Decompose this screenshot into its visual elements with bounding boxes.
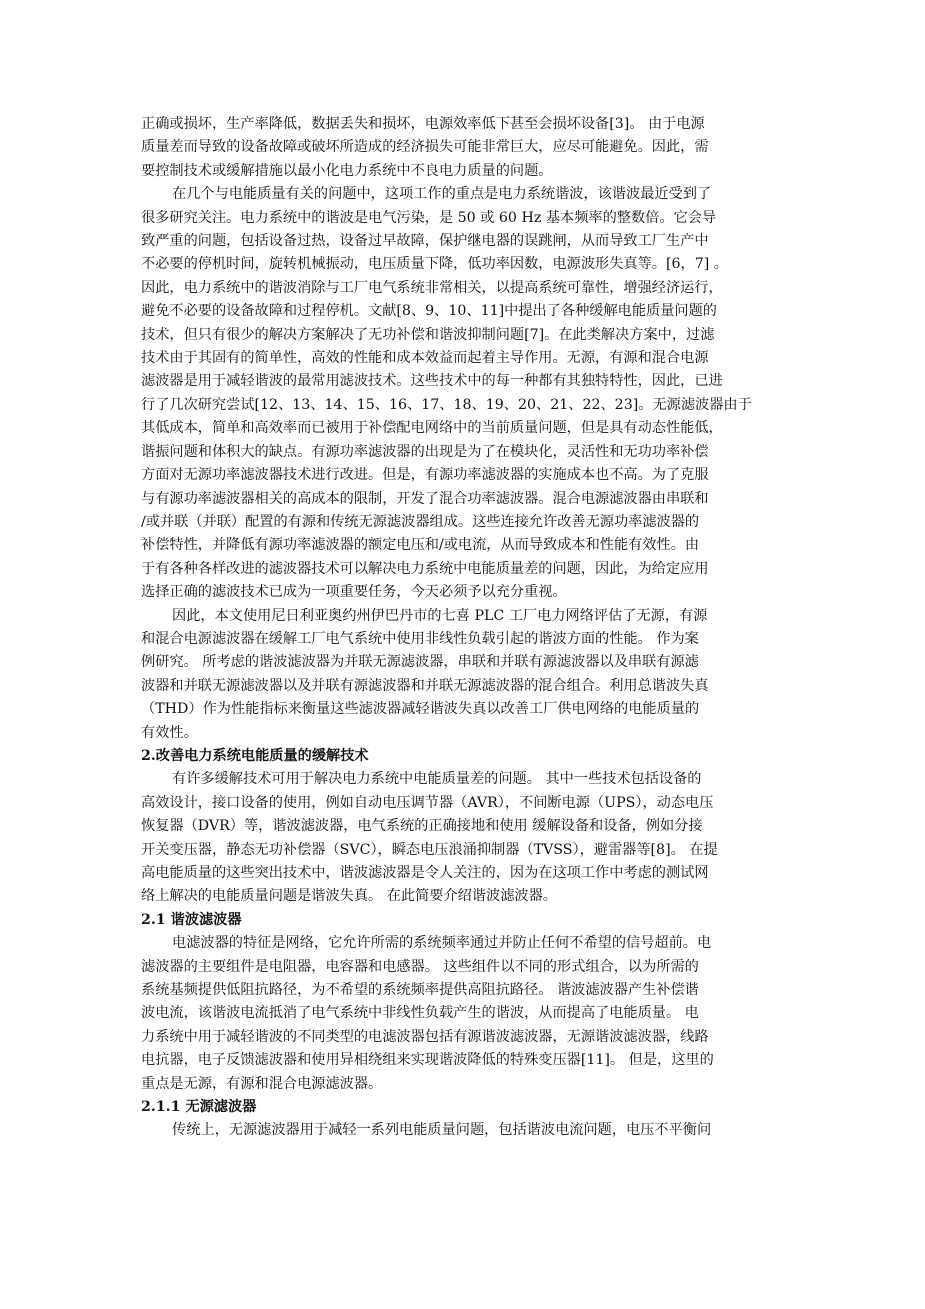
text-line: 传统上，无源滤波器用于减轻一系列电能质量问题，包括谐波电流问题，电压不平衡问: [172, 1122, 712, 1139]
text-line: 技术，但只有很少的解决方案解决了无功补偿和谐波抑制问题[7]。在此类解决方案中，过滤: [141, 326, 715, 343]
text-line: 在几个与电能质量有关的问题中，这项工作的重点是电力系统谐波，该谐波最近受到了: [172, 186, 712, 203]
text-line: 补偿特性，并降低有源功率滤波器的额定电压和/或电流，从而导致成本和性能有效性。由: [141, 537, 700, 554]
text-line: 要控制技术或缓解措施以最小化电力系统中不良电力质量的问题。: [141, 162, 553, 179]
text-line: 重点是无源，有源和混合电源滤波器。: [141, 1075, 383, 1092]
text-line: 例研究。 所考虑的谐波滤波器为并联无源滤波器，串联和并联有源滤波器以及串联有源滤: [141, 654, 699, 671]
text-line: 高效设计，接口设备的使用，例如自动电压调节器（AVR），不间断电源（UPS），动态电压: [141, 794, 714, 811]
body-paragraph: [141, 1119, 787, 1142]
text-line: /或并联（并联）配置的有源和传统无源滤波器组成。这些连接允许改善无源功率滤波器的: [141, 513, 700, 530]
text-line: 谐振问题和体积大的缺点。有源功率滤波器的出现是为了在模块化，灵活性和无功功率补偿: [141, 443, 709, 460]
text-line: 有许多缓解技术可用于解决电力系统中电能质量差的问题。 其中一些技术包括设备的: [172, 771, 702, 788]
text-line: 力系统中用于减轻谐波的不同类型的电滤波器包括有源谐波滤波器，无源谐波滤波器，线路: [141, 1028, 709, 1045]
text-line: 络上解决的电能质量问题是谐波失真。 在此简要介绍谐波滤波器。: [141, 888, 557, 905]
body-paragraph: [141, 605, 787, 745]
text-line: 不必要的停机时间，旋转机械振动，电压质量下降，低功率因数，电源波形失真等。[6，7] 。: [141, 256, 728, 273]
text-line: 电滤波器的特征是网络，它允许所需的系统频率通过并防止任何不希望的信号超前。电: [172, 935, 712, 952]
text-line: 波电流，该谐波电流抵消了电气系统中非线性负载产生的谐波，从而提高了电能质量。 电: [141, 1005, 699, 1022]
text-line: 质量差而导致的设备故障或破坏所造成的经济损失可能非常巨大，应尽可能避免。因此，需: [141, 139, 709, 156]
text-line: 方面对无源功率滤波器技术进行改进。但是，有源功率滤波器的实施成本也不高。为了克服: [141, 467, 709, 484]
text-line: 行了几次研究尝试[12、13、14、15、16、17、18、19、20、21、22、23]。无源滤波器由于: [141, 396, 752, 413]
body-paragraph: [141, 183, 787, 604]
text-line: 致严重的问题，包括设备过热，设备过早故障，保护继电器的误跳闸，从而导致工厂生产中: [141, 233, 709, 250]
text-line: 滤波器的主要组件是电阻器，电容器和电感器。 这些组件以不同的形式组合，以为所需的: [141, 958, 699, 975]
body-paragraph: [141, 932, 787, 1096]
text-line: 其低成本，简单和高效率而已被用于补偿配电网络中的当前质量问题，但是具有动态性能低，: [141, 420, 723, 437]
text-line: 系统基频提供低阻抗路径，为不希望的系统频率提供高阻抗路径。 谐波滤波器产生补偿谐: [141, 982, 699, 999]
section-heading: 2.改善电力系统电能质量的缓解技术: [141, 747, 369, 764]
body-paragraph: [141, 113, 787, 183]
text-line: 高电能质量的这些突出技术中，谐波滤波器是令人关注的，因为在这项工作中考虑的测试网: [141, 865, 709, 881]
text-line: 因此，电力系统中的谐波消除与工厂电气系统非常相关，以提高系统可靠性，增强经济运行，: [141, 279, 723, 296]
body-paragraph: [141, 768, 787, 908]
text-line: 滤波器是用于减轻谐波的最常用滤波技术。这些技术中的每一种都有其独特特性，因此，已进: [141, 373, 723, 390]
text-line: 选择正确的滤波技术已成为一项重要任务，今天必须予以充分重视。: [141, 584, 567, 601]
document-page: [141, 113, 787, 1143]
text-line: 和混合电源滤波器在缓解工厂电气系统中使用非线性负载引起的谐波方面的性能。 作为案: [141, 630, 699, 647]
text-line: 有效性。: [141, 724, 198, 741]
section-heading: 2.1.1 无源滤波器: [141, 1099, 257, 1116]
text-line: 波器和并联无源滤波器以及并联有源滤波器和并联无源滤波器的混合组合。利用总谐波失真: [141, 677, 709, 694]
text-line: 正确或损坏，生产率降低，数据丢失和损坏，电源效率低下甚至会损坏设备[3]。 由于电源: [141, 116, 705, 132]
text-line: 技术由于其固有的简单性，高效的性能和成本效益而起着主导作用。无源，有源和混合电源: [141, 350, 709, 367]
text-line: 于有各种各样改进的滤波器技术可以解决电力系统中电能质量差的问题，因此，为给定应用: [141, 560, 709, 577]
text-line: 因此，本文使用尼日利亚奥约州伊巴丹市的七喜 PLC 工厂电力网络评估了无源，有源: [172, 607, 708, 624]
text-line: 避免不必要的设备故障和过程停机。文献[8、9、10、11]中提出了各种缓解电能质量问题的: [141, 303, 717, 320]
text-line: 与有源功率滤波器相关的高成本的限制，开发了混合功率滤波器。混合电源滤波器由串联和: [141, 490, 709, 507]
text-line: 恢复器（DVR）等，谐波滤波器，电气系统的正确接地和使用 缓解设备和设备，例如分接: [141, 818, 703, 835]
text-line: 很多研究关注。电力系统中的谐波是电气污染，是 50 或 60 Hz 基本频率的整数倍。它会导: [141, 209, 717, 226]
text-line: 电抗器，电子反馈滤波器和使用异相绕组来实现谐波降低的特殊变压器[11]。 但是，这里的: [141, 1052, 714, 1069]
text-line: 开关变压器，静态无功补偿器（SVC），瞬态电压浪涌抑制器（TVSS），避雷器等[8]。 在提: [141, 841, 718, 858]
section-heading: 2.1 谐波滤波器: [141, 911, 242, 928]
text-line: （THD）作为性能指标来衡量这些滤波器减轻谐波失真以改善工厂供电网络的电能质量的: [141, 701, 700, 718]
